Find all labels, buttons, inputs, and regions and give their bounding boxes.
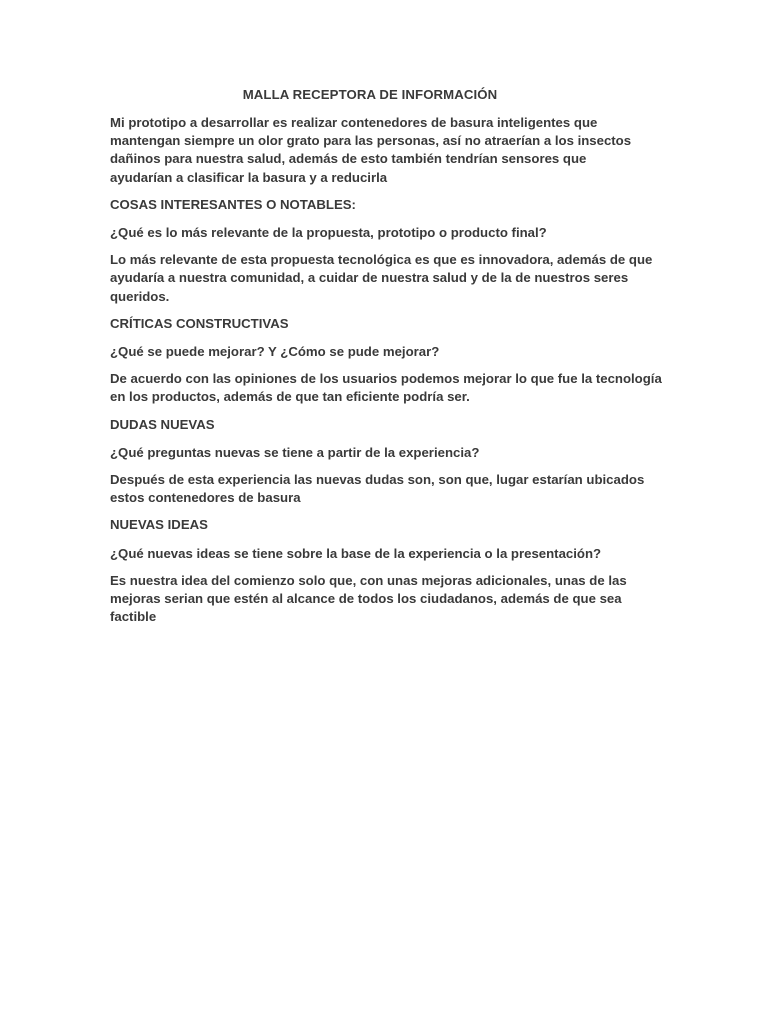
section-heading-dudas: DUDAS NUEVAS [110, 416, 215, 432]
section-answer-notables: Lo más relevante de esta propuesta tecnológica es que es innovadora, además de que ayudaría a nuestra comunidad, a cuidar de nuestra salud y de la de nuestros seres queridos. [110, 252, 653, 304]
document-body [110, 114, 670, 635]
section-heading-notables: COSAS INTERESANTES O NOTABLES: [110, 196, 356, 212]
section-answer-ideas: Es nuestra idea del comienzo solo que, con unas mejoras adicionales, unas de las mejoras serian que estén al alcance de todos los ciudadanos, además de que sea factible [110, 572, 627, 625]
section-question-criticas: ¿Qué se puede mejorar? Y ¿Cómo se pude mejorar? [110, 344, 440, 360]
section-question-ideas: ¿Qué nuevas ideas se tiene sobre la base de la experiencia o la presentación? [110, 545, 602, 561]
section-heading-ideas: NUEVAS IDEAS [110, 517, 208, 533]
section-question-dudas: ¿Qué preguntas nuevas se tiene a partir de la experiencia? [110, 444, 480, 460]
document-title: MALLA RECEPTORA DE INFORMACIÓN [242, 87, 498, 102]
section-question-notables: ¿Qué es lo más relevante de la propuesta, prototipo o producto final? [110, 225, 547, 241]
section-heading-criticas: CRÍTICAS CONSTRUCTIVAS [110, 315, 289, 331]
intro-paragraph: Mi prototipo a desarrollar es realizar contenedores de basura inteligentes que mantengan siempre un olor grato para las personas, así no atraerían a los insectos dañinos para nuestra salud, además de esto también tendrían sensores que ayudarían a clasificar la basura y a reducirla [110, 115, 632, 185]
section-answer-dudas: Después de esta experiencia las nuevas dudas son, son que, lugar estarían ubicados estos contenedores de basura [110, 472, 645, 506]
section-answer-criticas: De acuerdo con las opiniones de los usuarios podemos mejorar lo que fue la tecnología en los productos, además de que tan eficiente podría ser. [110, 371, 662, 405]
